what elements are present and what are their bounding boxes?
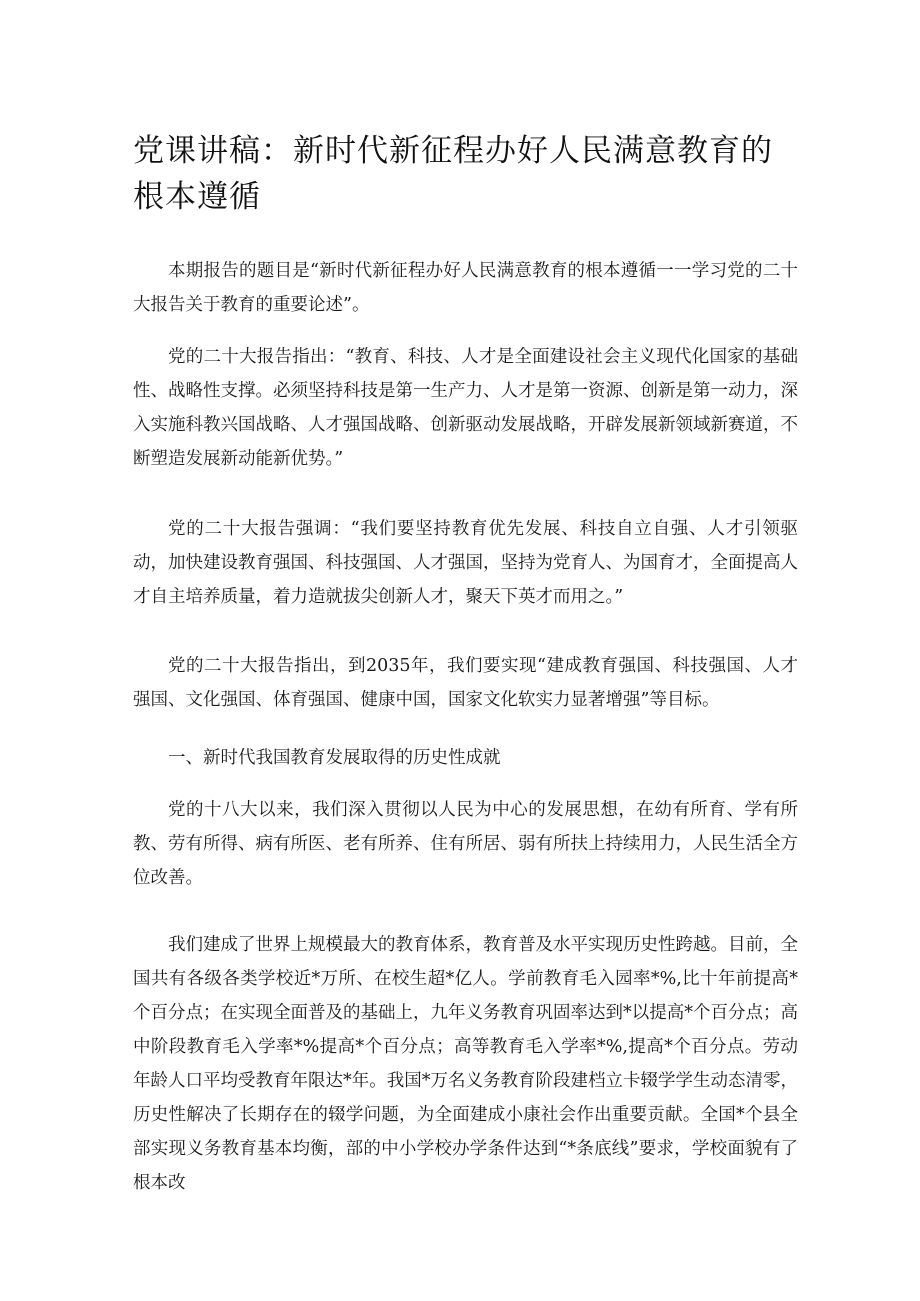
paragraph-since-18th-congress: 党的十八大以来，我们深入贯彻以人民为中心的发展思想，在幼有所育、学有所教、劳有所得、病有所医、老有所养、住有所居、弱有所扶上持续用力，人民生活全方位改善。 xyxy=(133,800,798,888)
paragraph-intro: 本期报告的题目是“新时代新征程办好人民满意教育的根本遵循一一学习党的二十大报告关于教育的重要论述”。 xyxy=(133,261,798,315)
document-title: 党课讲稿：新时代新征程办好人民满意教育的根本遵循 xyxy=(133,133,773,215)
paragraph-2035-goals: 党的二十大报告指出，到2035年，我们要实现“建成教育强国、科技强国、人才强国、文化强国、体育强国、健康中国，国家文化软实力显著增强”等目标。 xyxy=(133,656,798,710)
section-heading: 一、新时代我国教育发展取得的历史性成就 xyxy=(168,748,501,768)
paragraph-report-emphasis: 党的二十大报告强调：“我们要坚持教育优先发展、科技自立自强、人才引领驱动，加快建设教育强国、科技强国、人才强国，坚持为党育人、为国育才，全面提高人才自主培养质量，着力造就拔尖创新人才，聚天下英才而用之。” xyxy=(133,519,798,607)
paragraph-education-system: 我们建成了世界上规模最大的教育体系，教育普及水平实现历史性跨越。目前，全国共有各级各类学校近*万所、在校生超*亿人。学前教育毛入园率*%,比十年前提高*个百分点；在实现全面普及的基础上，九年义务教育巩固率达到*以提高*个百分点；高中阶段教育毛入学率*%提高*个百分点；高等教育毛入学率*%,提高*个百分点。劳动年龄人口平均受教育年限达*年。我国*万名义务教育阶段建档立卡辍学学生动态清零，历史性解决了长期存在的辍学问题，为全面建成小康社会作出重要贡献。全国*个县全部实现义务教育基本均衡，部的中小学校办学条件达到“*条底线”要求，学校面貌有了根本改 xyxy=(133,935,798,1193)
paragraph-report-point: 党的二十大报告指出：“教育、科技、人才是全面建设社会主义现代化国家的基础性、战略性支撑。必须坚持科技是第一生产力、人才是第一资源、创新是第一动力，深入实施科教兴国战略、人才强国战略、创新驱动发展战略，开辟发展新领域新赛道，不断塑造发展新动能新优势。” xyxy=(133,347,798,469)
